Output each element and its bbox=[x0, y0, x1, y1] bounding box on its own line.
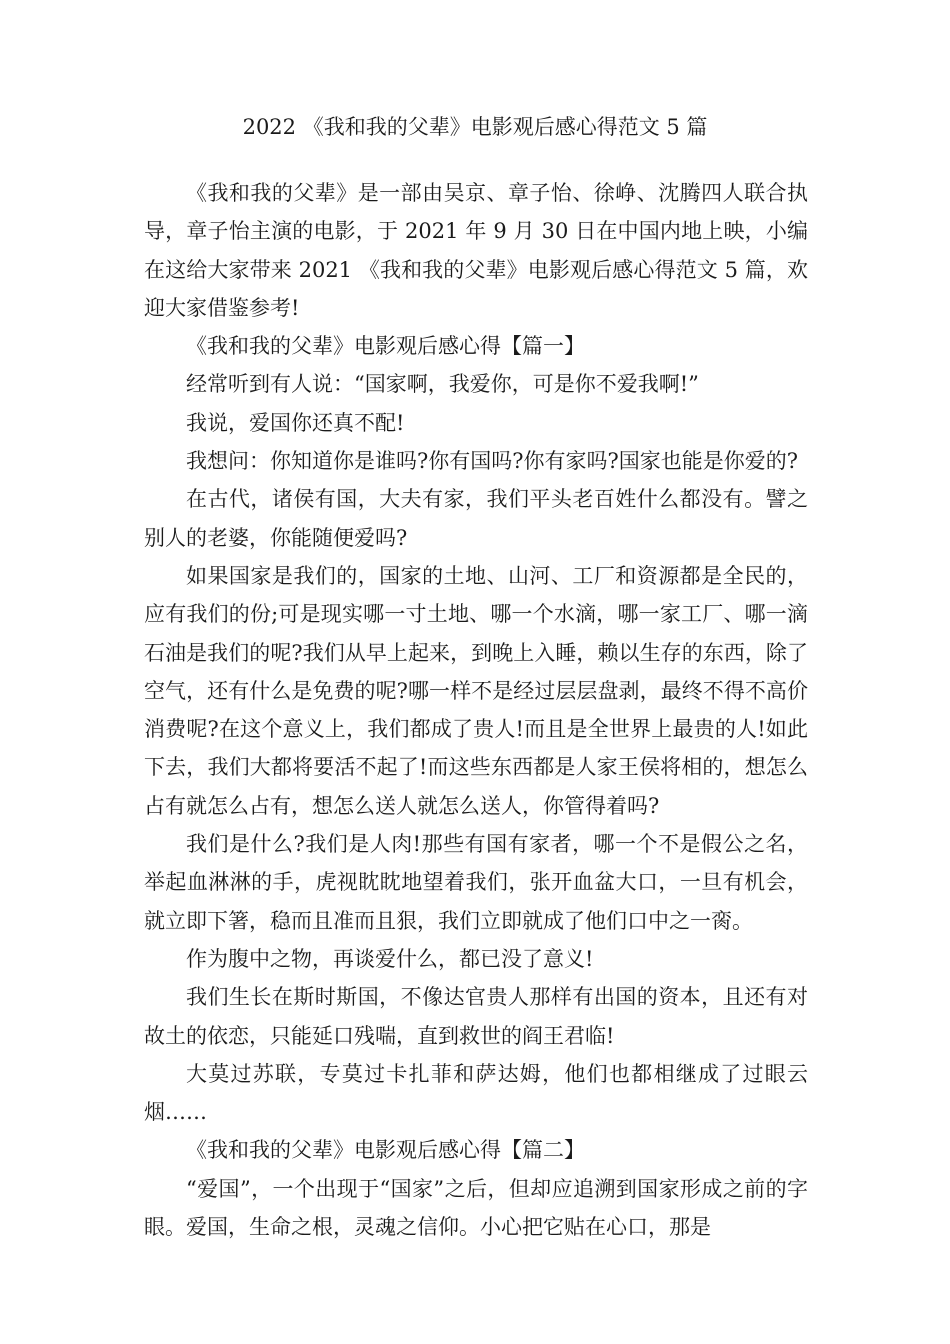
paragraph: 大莫过苏联，专莫过卡扎菲和萨达姆，他们也都相继成了过眼云烟…… bbox=[144, 1061, 808, 1125]
paragraph: 我说，爱国你还真不配! bbox=[186, 410, 405, 435]
intro-paragraph: 《我和我的父辈》是一部由吴京、章子怡、徐峥、沈腾四人联合执导，章子怡主演的电影，于 2021 年 9 月 30 日在中国内地上映，小编在这给大家带来 2021 《我和我的父辈》电影观后感心得范文 5 篇，欢迎大家借鉴参考! bbox=[144, 181, 808, 320]
paragraph: 经常听到有人说：“国家啊，我爱你，可是你不爱我啊!” bbox=[186, 372, 699, 397]
document-body bbox=[144, 174, 808, 1246]
paragraph: “爱国”，一个出现于“国家”之后，但却应追溯到国家形成之前的字眼。爱国，生命之根，灵魂之信仰。小心把它贴在心口，那是 bbox=[144, 1176, 808, 1240]
section-heading-1: 《我和我的父辈》电影观后感心得【篇一】 bbox=[186, 334, 585, 359]
section-heading-2: 《我和我的父辈》电影观后感心得【篇二】 bbox=[186, 1138, 585, 1163]
document-title: 2022 《我和我的父辈》电影观后感心得范文 5 篇 bbox=[242, 115, 708, 139]
paragraph: 在古代，诸侯有国，大夫有家，我们平头老百姓什么都没有。譬之别人的老婆，你能随便爱吗? bbox=[144, 487, 808, 550]
paragraph: 我们生长在斯时斯国，不像达官贵人那样有出国的资本，且还有对故土的依恋，只能延口残喘，直到救世的阎王君临! bbox=[144, 985, 808, 1048]
paragraph: 如果国家是我们的，国家的土地、山河、工厂和资源都是全民的，应有我们的份;可是现实哪一寸土地、哪一个水滴，哪一家工厂、哪一滴石油是我们的呢?我们从早上起来，到晚上入睡，赖以生存的东西，除了空气，还有什么是免费的呢?哪一样不是经过层层盘剥，最终不得不高价消费呢?在这个意义上，我们都成了贵人!而且是全世界上最贵的人!如此下去，我们大都将要活不起了!而这些东西都是人家王侯将相的，想怎么占有就怎么占有，想怎么送人就怎么送人，你管得着吗? bbox=[144, 563, 808, 818]
paragraph: 我想问：你知道你是谁吗?你有国吗?你有家吗?国家也能是你爱的? bbox=[186, 449, 799, 474]
paragraph: 我们是什么?我们是人肉!那些有国有家者，哪一个不是假公之名，举起血淋淋的手，虎视眈眈地望着我们，张开血盆大口，一旦有机会，就立即下箸，稳而且准而且狠，我们立即就成了他们口中之一脔。 bbox=[144, 832, 808, 933]
paragraph: 作为腹中之物，再谈爱什么，都已没了意义! bbox=[186, 946, 594, 971]
